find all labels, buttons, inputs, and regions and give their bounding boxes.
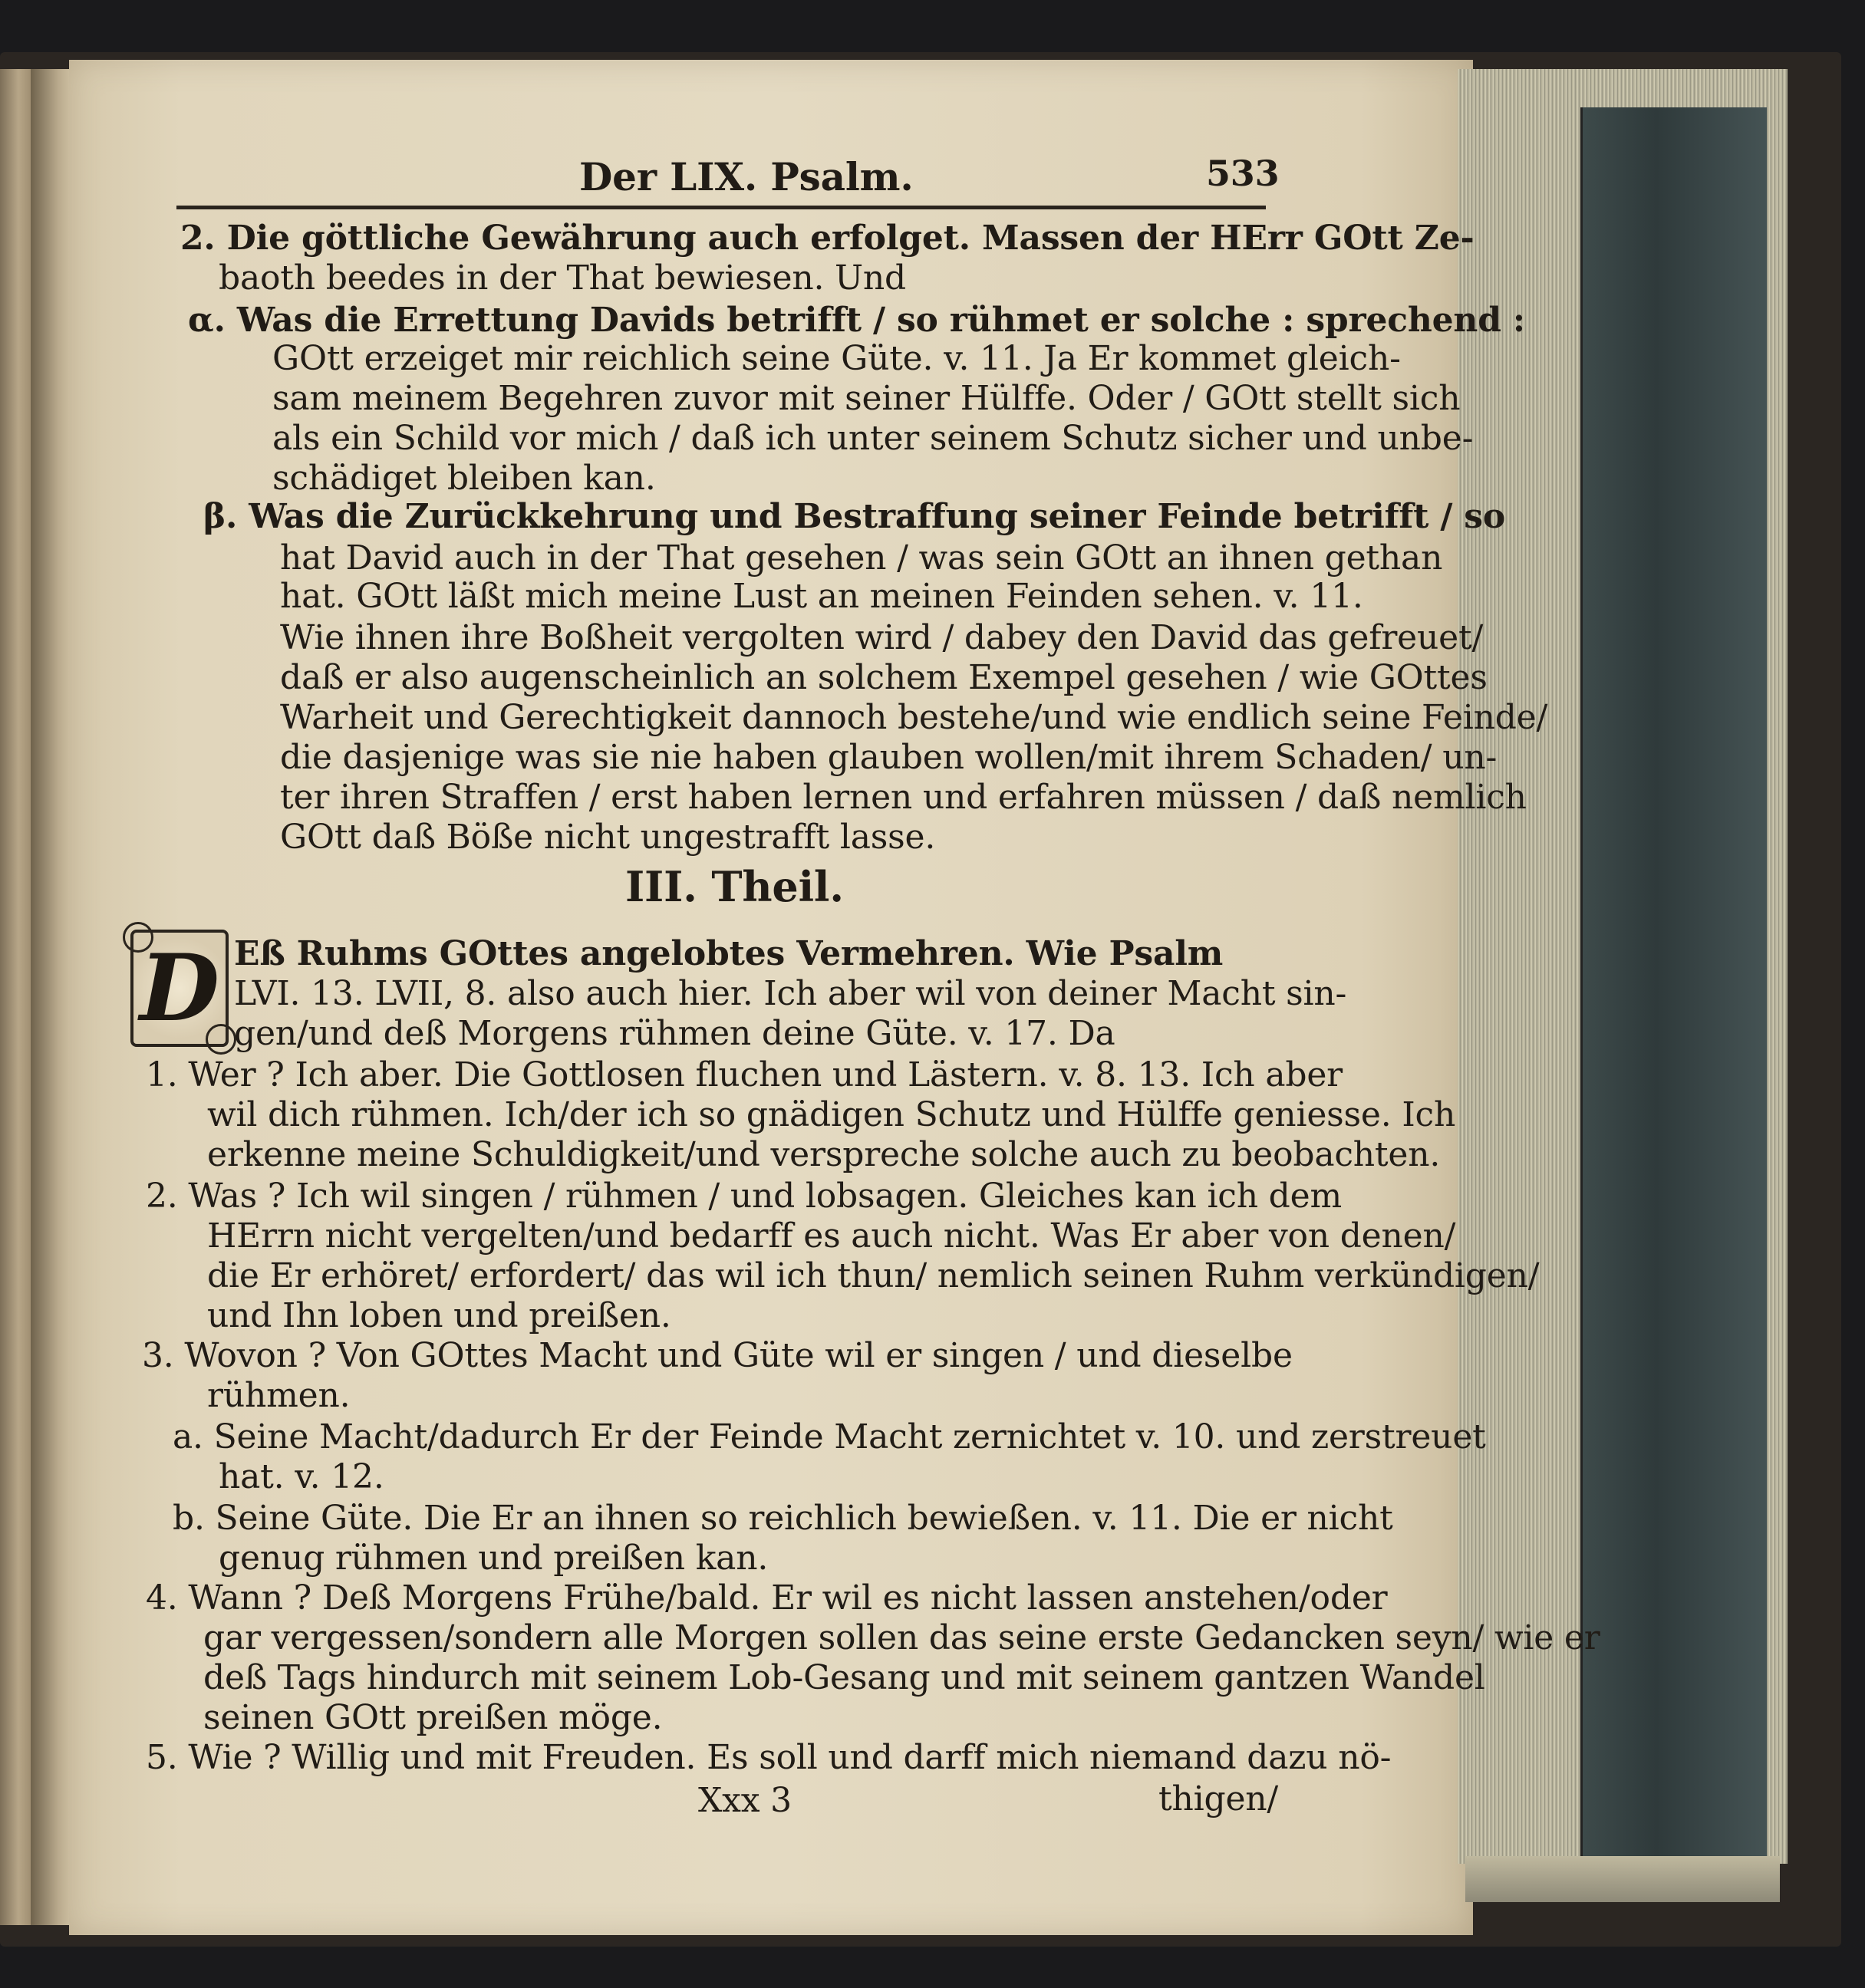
fore-edge-bottom [1465,1856,1780,1902]
text-line: α. Was die Errettung Davids betrifft / so rühmet er solche : sprechend : [188,301,1525,340]
text-line: LVI. 13. LVII, 8. also auch hier. Ich aber wil von deiner Macht sin- [234,974,1347,1013]
text-line: GOtt daß Böße nicht ungestrafft lasse. [280,818,936,857]
text-line: sam meinem Begehren zuvor mit seiner Hülffe. Oder / GOtt stellt sich [272,379,1461,418]
text-line: Warheit und Gerechtigkeit dannoch bestehe/und wie endlich seine Feinde/ [280,698,1548,737]
text-line: deß Tags hindurch mit seinem Lob-Gesang und mit seinem gantzen Wandel [203,1658,1485,1697]
running-title: Der LIX. Psalm. [579,154,914,199]
text-line: die Er erhöret/ erfordert/ das wil ich thun/ nemlich seinen Ruhm verkündigen/ [207,1256,1540,1295]
text-line: HErrn nicht vergelten/und bedarff es auch nicht. Was Er aber von denen/ [207,1216,1456,1256]
text-line: b. Seine Güte. Die Er an ihnen so reichlich bewießen. v. 11. Die er nicht [173,1499,1393,1538]
text-line: als ein Schild vor mich / daß ich unter seinem Schutz sicher und unbe- [272,419,1474,458]
text-line: und Ihn loben und preißen. [207,1296,671,1335]
drop-initial: D [130,930,229,1047]
text-line: baoth beedes in der That bewiesen. Und [219,258,907,298]
text-line: ter ihren Straffen / erst haben lernen und erfahren müssen / daß nemlich [280,778,1527,817]
page-number: 533 [1206,153,1280,194]
text-line: seinen GOtt preißen möge. [203,1698,663,1737]
text-line: 3. Wovon ? Von GOttes Macht und Güte wil er singen / und dieselbe [142,1336,1293,1375]
text-line: 2. Was ? Ich wil singen / rühmen / und lobsagen. Gleiches kan ich dem [146,1177,1343,1216]
text-line: 1. Wer ? Ich aber. Die Gottlosen fluchen und Lästern. v. 8. 13. Ich aber [146,1055,1343,1094]
text-line: schädiget bleiben kan. [272,459,656,498]
signature-mark: Xxx 3 [698,1781,792,1820]
text-line: hat. v. 12. [219,1457,384,1496]
text-line: die dasjenige was sie nie haben glauben wollen/mit ihrem Schaden/ un- [280,738,1498,777]
text-line: gen/und deß Morgens rühmen deine Güte. v. 17. Da [234,1014,1115,1053]
catchword: thigen/ [1158,1779,1279,1818]
text-line: GOtt erzeiget mir reichlich seine Güte. v. 11. Ja Er kommet gleich- [272,339,1401,378]
text-line: genug rühmen und preißen kan. [219,1539,769,1578]
fore-edge [1580,107,1767,1856]
text-line: β. Was die Zurückkehrung und Bestraffung seiner Feinde betrifft / so [203,497,1506,536]
text-line: daß er also augenscheinlich an solchem Exempel gesehen / wie GOttes [280,658,1488,697]
text-line: 2. Die göttliche Gewährung auch erfolget. Massen der HErr GOtt Ze- [180,219,1475,258]
text-line: hat David auch in der That gesehen / was sein GOtt an ihnen gethan [280,538,1443,578]
text-line: a. Seine Macht/dadurch Er der Feinde Macht zernichtet v. 10. und zerstreuet [173,1417,1486,1456]
text-line: Eß Ruhms GOttes angelobtes Vermehren. Wie Psalm [234,934,1224,973]
section-heading: III. Theil. [625,862,844,911]
text-line: erkenne meine Schuldigkeit/und verspreche solche auch zu beobachten. [207,1135,1441,1174]
text-line: 5. Wie ? Willig und mit Freuden. Es soll und darff mich niemand dazu nö- [146,1738,1392,1777]
text-line: gar vergessen/sondern alle Morgen sollen das seine erste Gedancken seyn/ wie er [203,1618,1600,1657]
text-line: wil dich rühmen. Ich/der ich so gnädigen Schutz und Hülffe geniesse. Ich [207,1095,1456,1134]
header-rule [176,206,1266,209]
text-line: 4. Wann ? Deß Morgens Frühe/bald. Er wil es nicht lassen anstehen/oder [146,1578,1388,1618]
text-line: Wie ihnen ihre Boßheit vergolten wird / dabey den David das gefreuet/ [280,618,1484,657]
text-line: hat. GOtt läßt mich meine Lust an meinen Feinden sehen. v. 11. [280,577,1363,616]
text-line: rühmen. [207,1376,351,1415]
